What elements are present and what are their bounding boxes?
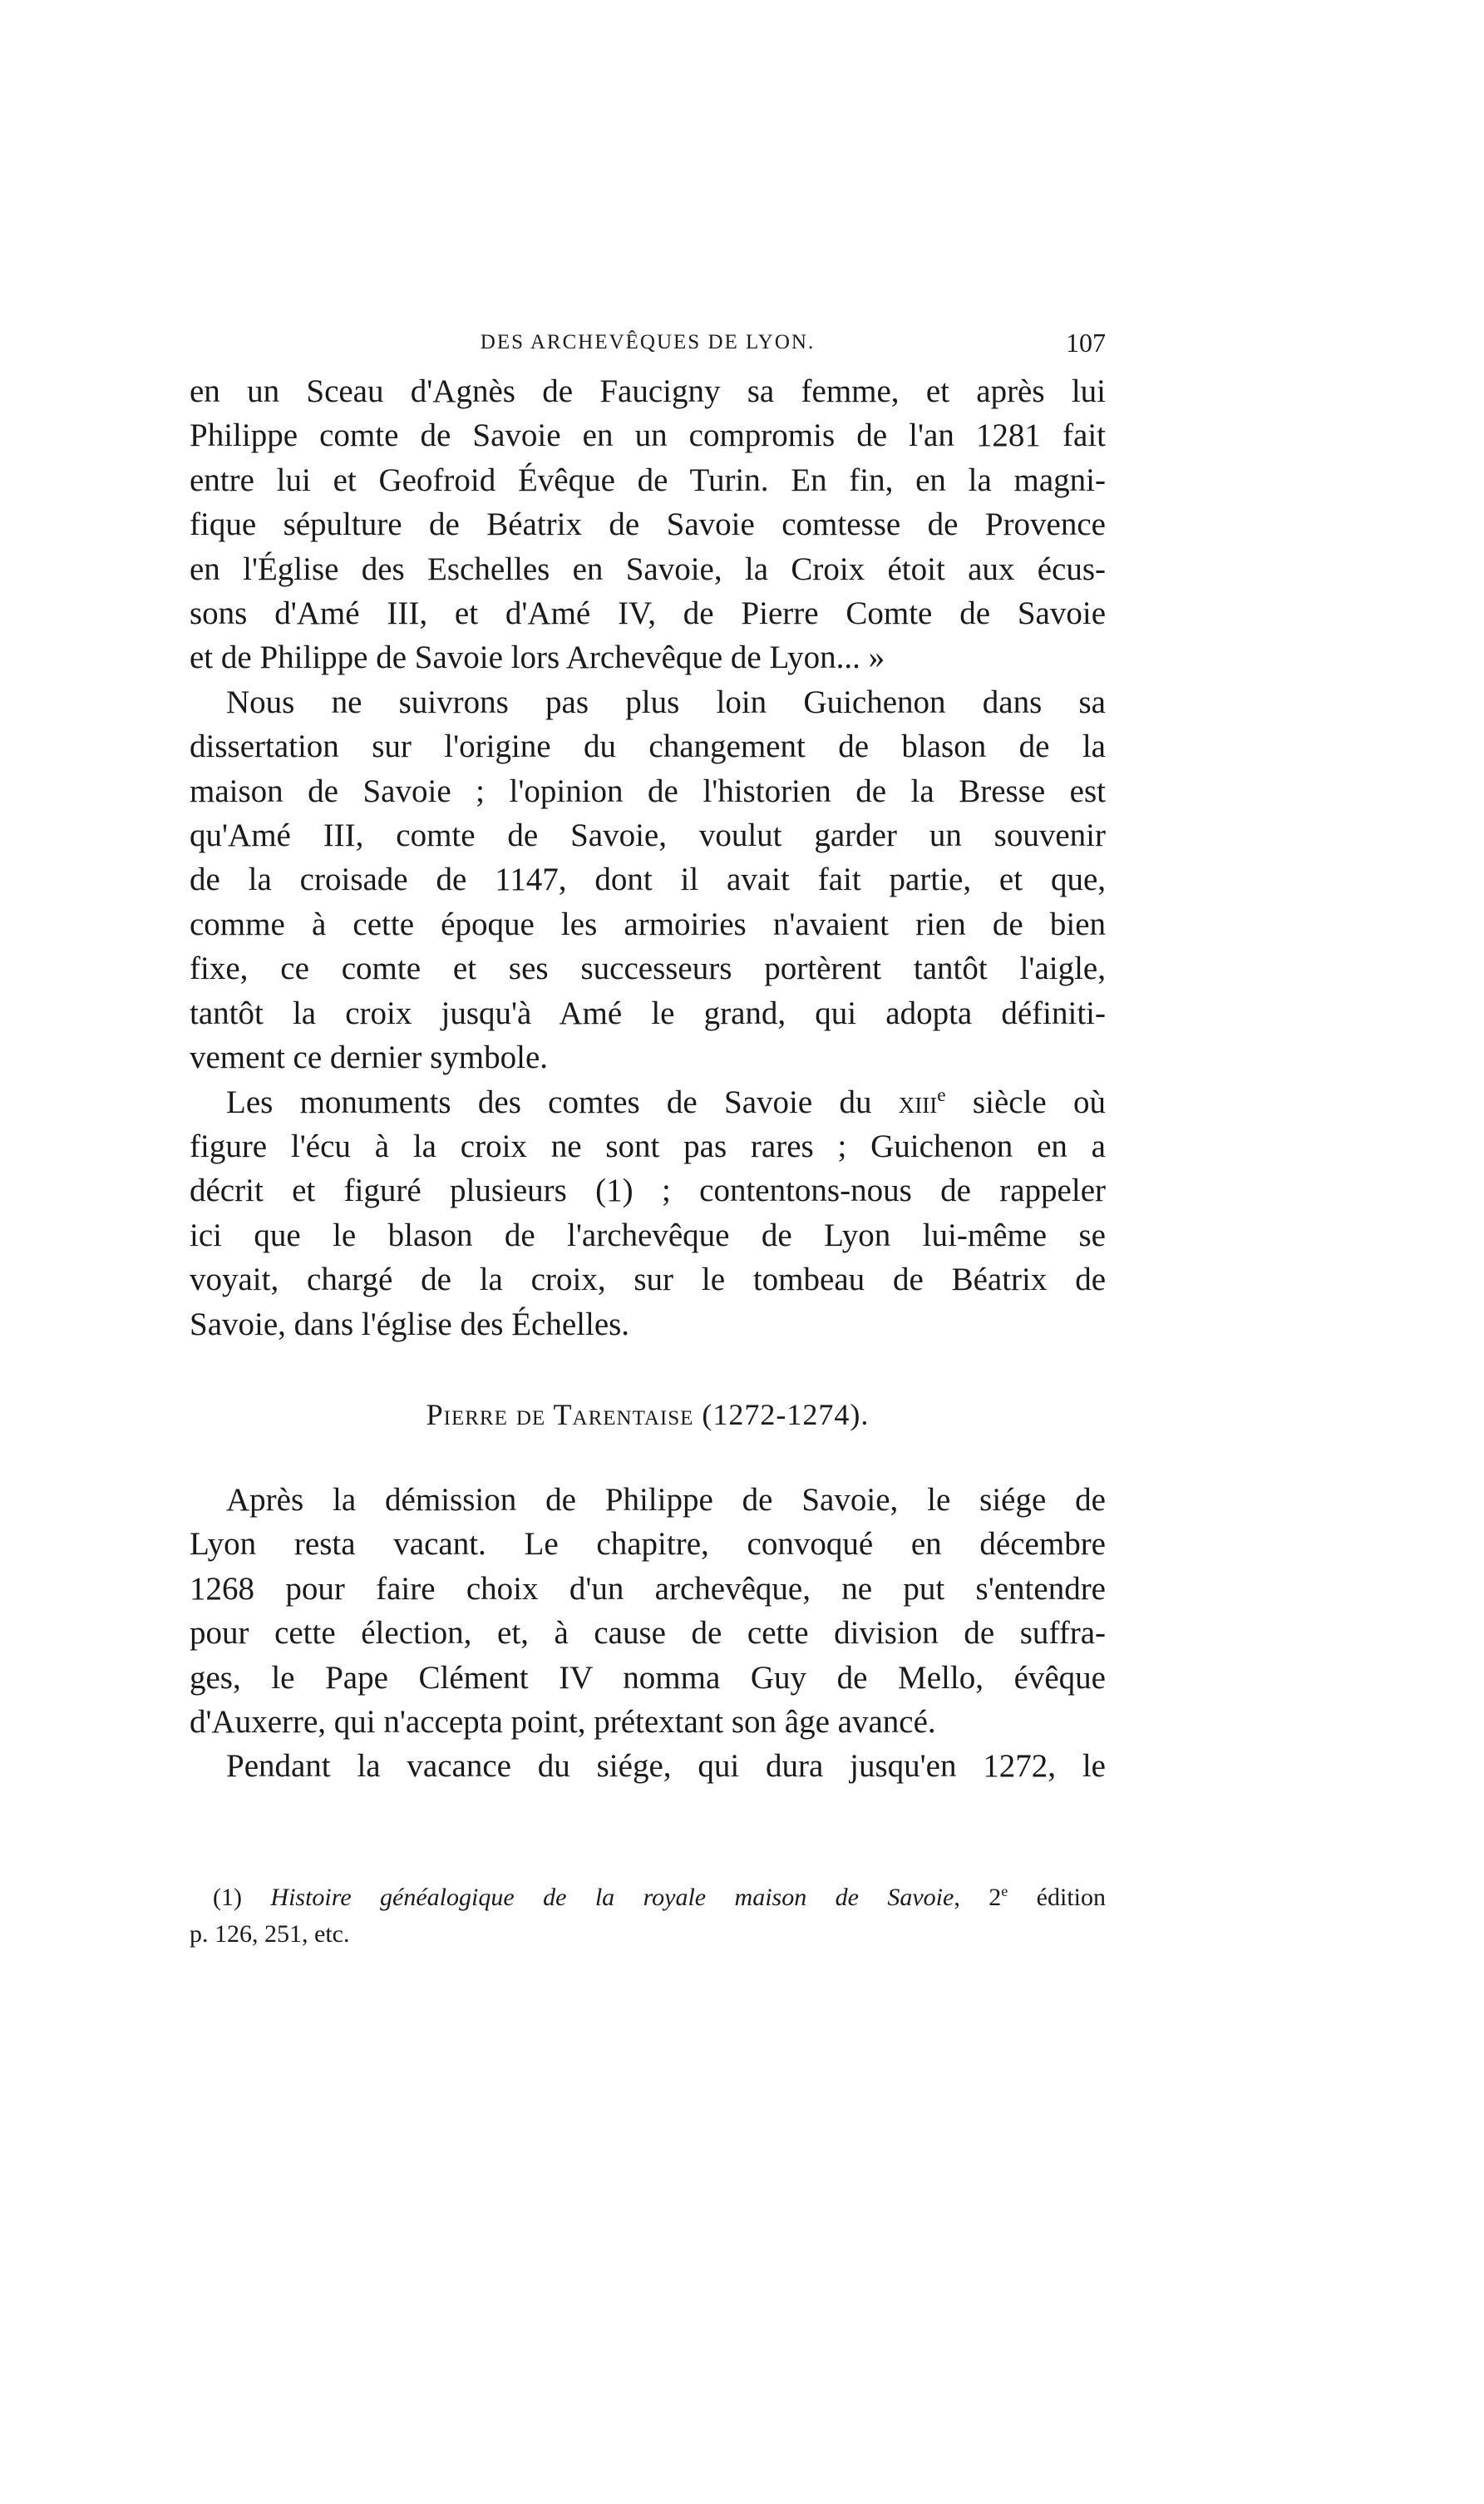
text-line: Nous ne suivrons pas plus loin Guichenon dans sa (226, 684, 1106, 720)
text-line: Savoie, dans l'église des Échelles. (190, 1306, 630, 1342)
section-heading (190, 1394, 1106, 1435)
text-line: Philippe comte de Savoie en un compromis de l'an 1281 fait (190, 417, 1106, 454)
text-line: ici que le blason de l'archevêque de Lyon lui-même se (190, 1217, 1106, 1253)
text-line (190, 1080, 1106, 1124)
text-line: maison de Savoie ; l'opinion de l'historien de la Bresse est (190, 773, 1106, 809)
text-line: fique sépulture de Béatrix de Savoie comtesse de Provence (190, 506, 1106, 543)
text-line: 1268 pour faire choix d'un archevêque, ne put s'entendre (190, 1570, 1106, 1607)
footnote-marker: (1) (213, 1884, 242, 1911)
text-line: sons d'Amé III, et d'Amé IV, de Pierre Comte de Savoie (190, 595, 1106, 632)
text-line: de la croisade de 1147, dont il avait fait partie, et que, (190, 862, 1106, 898)
text-line: et de Philippe de Savoie lors Archevêque de Lyon... » (190, 640, 885, 676)
text-line: ges, le Pape Clément IV nomma Guy de Mello, évêque (190, 1659, 1106, 1696)
text-line: en un Sceau d'Agnès de Faucigny sa femme, et après lui (190, 373, 1106, 409)
running-head (190, 326, 1106, 359)
body-text-upper (190, 369, 1106, 1346)
text-run: siècle où (945, 1084, 1107, 1120)
text-line: tantôt la croix jusqu'à Amé le grand, qui adopta définiti- (190, 995, 1106, 1031)
text-line: d'Auxerre, qui n'accepta point, prétextant son âge avancé. (190, 1704, 936, 1741)
text-run: Les monuments des comtes de Savoie du (226, 1084, 899, 1120)
paragraph-quotation-end (190, 369, 1106, 680)
text-line: Après la démission de Philippe de Savoie, le siége de (226, 1482, 1106, 1518)
paragraph-pendant (190, 1744, 1106, 1788)
page-number: 107 (1066, 328, 1106, 358)
text-line: pour cette élection, et, à cause de cette division de suffra- (190, 1615, 1106, 1652)
text-line: fixe, ce comte et ses successeurs portèrent tantôt l'aigle, (190, 951, 1106, 987)
text-line: en l'Église des Eschelles en Savoie, la Croix étoit aux écus- (190, 551, 1106, 587)
text-line: Lyon resta vacant. Le chapitre, convoqué en décembre (190, 1526, 1106, 1563)
text-line: comme à cette époque les armoiries n'avaient rien de bien (190, 906, 1106, 942)
superscript: e (937, 1084, 946, 1106)
text-line: entre lui et Geofroid Évêque de Turin. En fin, en la magni- (190, 462, 1106, 498)
body-text-lower (190, 1478, 1106, 1789)
paragraph-vacancy (190, 1478, 1106, 1744)
section-heading-name: Pierre de Tarentaise (426, 1398, 694, 1431)
text-line: dissertation sur l'origine du changement de blason de la (190, 728, 1106, 765)
footnote (190, 1879, 1106, 1953)
paragraph-guichenon (190, 680, 1106, 1080)
footnote-edition-word: édition (1036, 1884, 1106, 1911)
text-line: décrit et figuré plusieurs (1) ; contentons-nous de rappeler (190, 1173, 1106, 1209)
century-numeral: xiii (898, 1084, 938, 1120)
footnote-title: Histoire généalogique de la royale maison de Savoie (270, 1884, 954, 1911)
section-heading-dates: (1272-1274). (702, 1398, 870, 1431)
running-title: DES ARCHEVÊQUES DE LYON. (480, 331, 816, 353)
text-line: vement ce dernier symbole. (190, 1040, 548, 1076)
superscript: e (1001, 1883, 1008, 1899)
text-line: figure l'écu à la croix ne sont pas rares ; Guichenon en a (190, 1128, 1106, 1164)
paragraph-monuments (190, 1080, 1106, 1346)
footnote-line: (1) Histoire généalogique de la royale maison de Savoie, 2e édition (213, 1883, 1106, 1911)
text-line: voyait, chargé de la croix, sur le tombeau de Béatrix de (190, 1262, 1106, 1298)
footnote-edition-num: 2 (989, 1884, 1002, 1911)
text-line: Pendant la vacance du siége, qui dura jusqu'en 1272, le (226, 1748, 1106, 1785)
footnote-line: p. 126, 251, etc. (190, 1920, 350, 1948)
text-line: qu'Amé III, comte de Savoie, voulut garder un souvenir (190, 817, 1106, 854)
